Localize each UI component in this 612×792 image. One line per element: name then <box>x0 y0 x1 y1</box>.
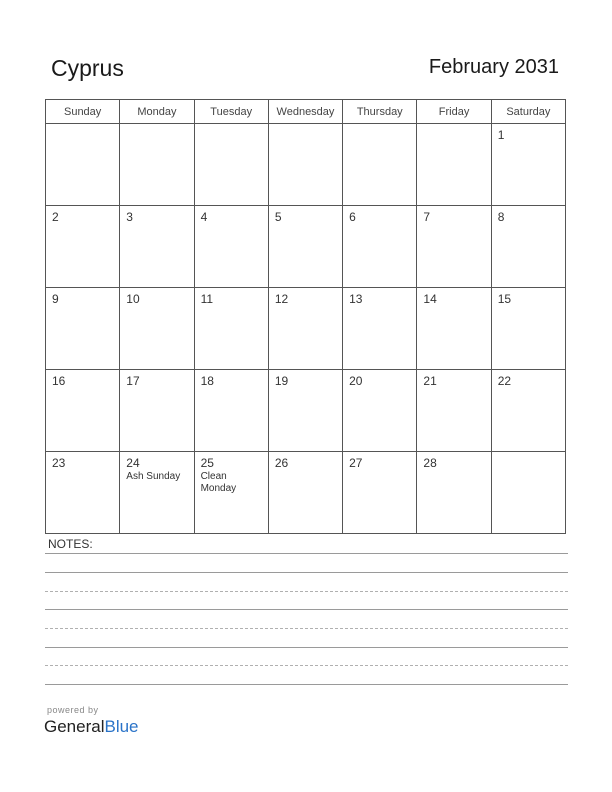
day-cell <box>120 206 194 288</box>
day-number: 16 <box>52 374 66 388</box>
weekday-header: Friday <box>417 100 491 124</box>
day-cell <box>343 452 417 534</box>
day-cell <box>194 124 268 206</box>
day-cell <box>194 288 268 370</box>
day-number: 12 <box>274 292 289 306</box>
notes-line <box>45 572 568 573</box>
notes-line <box>45 591 568 592</box>
logo-blue-text: Blue <box>104 717 139 736</box>
day-cell <box>46 288 120 370</box>
weekday-header: Sunday <box>46 100 120 124</box>
day-cell <box>491 288 565 370</box>
day-cell <box>120 288 194 370</box>
day-cell <box>120 124 194 206</box>
logo-general-text: General <box>44 717 105 736</box>
day-cell <box>343 288 417 370</box>
weekday-header: Wednesday <box>268 100 342 124</box>
notes-line <box>45 684 568 685</box>
day-number: 23 <box>52 456 66 470</box>
week-row <box>46 124 566 206</box>
day-number: 13 <box>349 292 363 306</box>
day-number: 11 <box>200 292 214 306</box>
day-number: 26 <box>274 456 289 470</box>
day-number: 25 <box>200 456 214 470</box>
week-row <box>46 206 566 288</box>
day-cell <box>46 206 120 288</box>
day-cell <box>491 206 565 288</box>
day-cell <box>268 370 342 452</box>
day-number: 22 <box>497 374 512 388</box>
day-cell <box>46 370 120 452</box>
week-row <box>46 370 566 452</box>
day-number: 4 <box>200 210 208 224</box>
day-cell <box>120 370 194 452</box>
day-cell <box>194 370 268 452</box>
day-number: 17 <box>126 374 140 388</box>
day-number: 6 <box>349 210 356 224</box>
powered-by-text: powered by <box>47 705 99 715</box>
day-number: 14 <box>423 292 437 306</box>
day-number: 20 <box>349 374 363 388</box>
day-cell <box>491 124 565 206</box>
calendar-month-title: February 2031 <box>428 56 559 78</box>
week-row <box>46 288 566 370</box>
day-cell <box>417 206 491 288</box>
notes-line <box>45 647 568 648</box>
generalblue-logo <box>44 717 139 737</box>
day-cell <box>417 124 491 206</box>
day-number: 7 <box>423 210 431 224</box>
day-number: 28 <box>423 456 437 470</box>
holiday-label: Ash Sunday <box>126 471 181 482</box>
day-cell <box>268 206 342 288</box>
holiday-label: Clean Monday <box>200 471 237 494</box>
calendar-grid <box>45 99 566 534</box>
day-cell <box>491 370 565 452</box>
day-number: 1 <box>497 128 505 142</box>
notes-label: NOTES: <box>48 537 93 551</box>
week-row <box>46 452 566 534</box>
day-number: 18 <box>200 374 214 388</box>
day-cell <box>120 452 194 534</box>
notes-line <box>45 628 568 629</box>
weekday-header: Monday <box>120 100 194 124</box>
day-number: 8 <box>497 210 505 224</box>
notes-line <box>45 609 568 610</box>
day-cell <box>46 452 120 534</box>
day-number: 9 <box>52 292 59 306</box>
weekday-header: Thursday <box>343 100 417 124</box>
day-number: 2 <box>52 210 59 224</box>
calendar-country-title: Cyprus <box>51 55 124 81</box>
day-number: 10 <box>126 292 140 306</box>
day-cell <box>417 288 491 370</box>
day-cell <box>268 124 342 206</box>
day-cell <box>343 124 417 206</box>
day-cell <box>417 452 491 534</box>
day-cell <box>343 206 417 288</box>
day-cell <box>194 452 268 534</box>
day-number: 19 <box>274 374 289 388</box>
day-number: 15 <box>497 292 512 306</box>
day-cell <box>268 288 342 370</box>
day-number: 5 <box>274 210 282 224</box>
day-number: 3 <box>126 210 133 224</box>
day-number: 21 <box>423 374 437 388</box>
notes-line <box>45 665 568 666</box>
notes-line <box>45 553 568 554</box>
day-cell <box>491 452 565 534</box>
day-number: 27 <box>349 456 363 470</box>
weekday-header-row <box>46 100 566 124</box>
day-cell <box>268 452 342 534</box>
weekday-header: Saturday <box>491 100 565 124</box>
day-cell <box>46 124 120 206</box>
day-cell <box>343 370 417 452</box>
day-cell <box>194 206 268 288</box>
day-cell <box>417 370 491 452</box>
weekday-header: Tuesday <box>194 100 268 124</box>
day-number: 24 <box>126 456 140 470</box>
